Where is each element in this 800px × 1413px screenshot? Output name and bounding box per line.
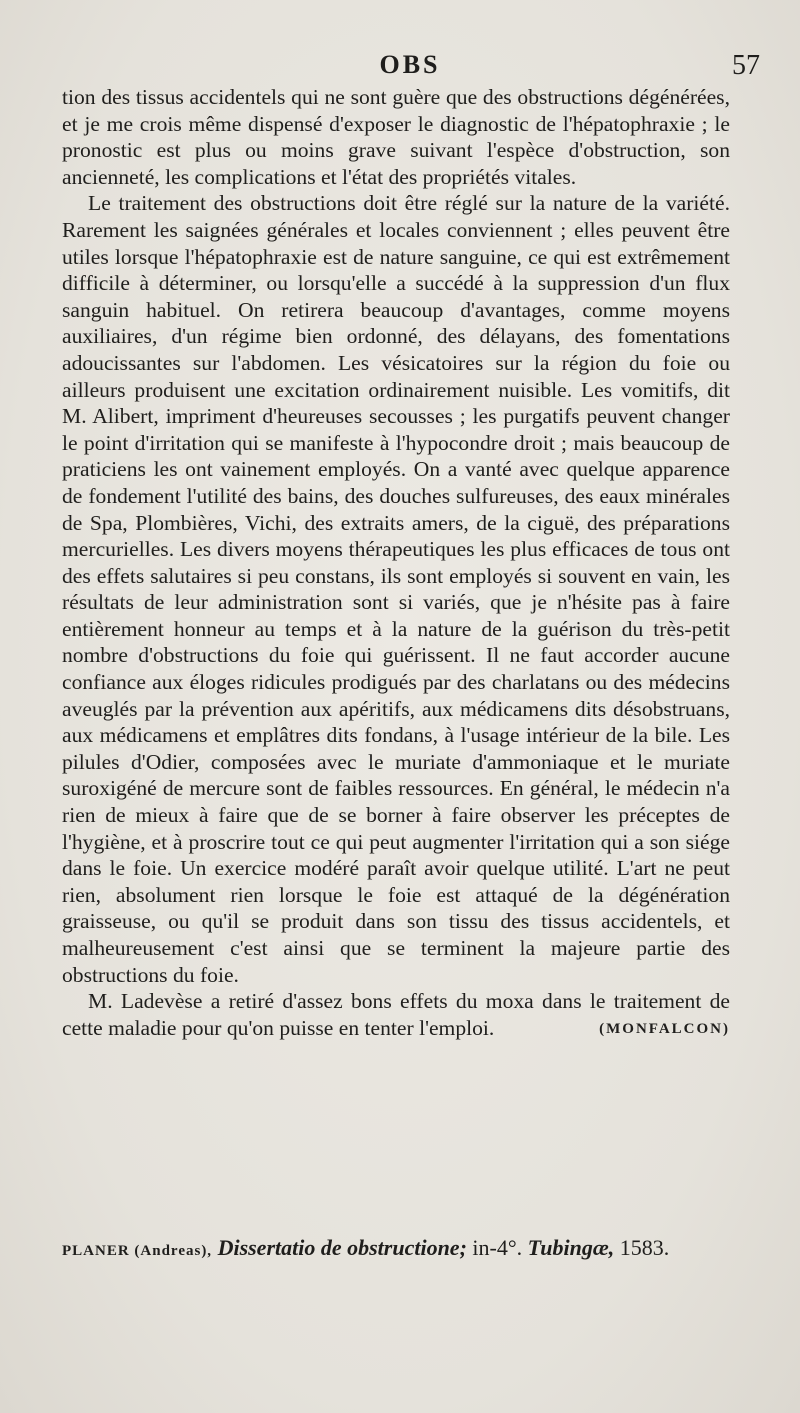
paragraph-moxa: M. Ladevèse a retiré d'assez bons effets du moxa dans le traitement de cette maladie pour qu'on puisse en tenter l'emploi. bbox=[62, 989, 730, 1040]
body-text bbox=[62, 84, 730, 1043]
author-attribution: (MONFALCON) bbox=[599, 1021, 730, 1038]
paragraph-treatment: Le traitement des obstructions doit être réglé sur la nature de la variété. Rarement les saignées générales et locales conviennent ; elles peuvent être utiles lorsque l'hépatophraxie est de nature sanguine, ce qui est extrêmement difficile à déterminer, ou lorsqu'elle a succédé à la suppression d'un flux sanguin habituel. On retirera beaucoup d'avantages, comme moyens auxiliaires, d'un régime bien ordonné, des délayans, des fomentations adoucissantes sur l'abdomen. Les vésicatoires sur la région du foie ou ailleurs produisent une excitation ordinairement nuisible. Les vomitifs, dit M. Alibert, impriment d'heureuses secousses ; les purgatifs peuvent changer le point d'irritation qui se manifeste à l'hypocondre droit ; mais beaucoup de praticiens les ont vainement employés. On a vanté avec quelque apparence de fondement l'utilité des bains, des douches sulfureuses, des eaux minérales de Spa, Plombières, Vichi, des extraits amers, de la ciguë, des préparations mercurielles. Les divers moyens thérapeutiques les plus efficaces de tous ont des effets salutaires si peu constans, ils sont employés si souvent en vain, les résultats de leur administration sont si variés, que je n'hésite pas à faire entièrement honneur au temps et à la nature de la guérison du très-petit nombre d'obstructions du foie qui guérissent. Il ne faut accorder aucune confiance aux éloges ridicules prodigués par des charlatans ou des médecins aveuglés par la prévention aux apéritifs, aux médicamens dits désobstruans, aux médicamens et emplâtres dits fondans, à l'usage intérieur de la bile. Les pilules d'Odier, composées avec le muriate d'ammoniaque et le muriate suroxigéné de mercure sont de faibles ressources. En général, le médecin n'a rien de mieux à faire que de se borner à faire observer les préceptes de l'hygiène, et à proscrire tout ce qui peut augmenter l'irritation qui a son siége dans le foie. Un exercice modéré paraît avoir quelque utilité. L'art ne peut rien, absolument rien lorsque le foie est attaqué de la dégénération graisseuse, ou qu'il se produit dans son tissu des tissus accidentels, et malheureusement c'est ainsi que se terminent la majeure partie des obstructions du foie. bbox=[62, 191, 730, 987]
bib-author: PLANER (Andreas), bbox=[62, 1243, 213, 1259]
bib-year: 1583. bbox=[619, 1235, 670, 1260]
bib-place: Tubingæ, bbox=[527, 1235, 615, 1260]
bibliography-entry bbox=[62, 1234, 730, 1265]
bib-title: Dissertatio de obstructione; bbox=[217, 1235, 467, 1260]
paragraph-continuation: tion des tissus accidentels qui ne sont guère que des obstructions dégénérées, et je me crois même dispensé d'exposer le diagnostic de l'hépatophraxie ; le pronostic est plus ou moins grave suivant l'espèce d'obstruction, son ancienneté, les complications et l'état des propriétés vitales. bbox=[62, 85, 730, 189]
page-number: 57 bbox=[732, 50, 760, 81]
bib-format: in-4°. bbox=[472, 1235, 523, 1260]
running-head: OBS bbox=[379, 50, 441, 79]
